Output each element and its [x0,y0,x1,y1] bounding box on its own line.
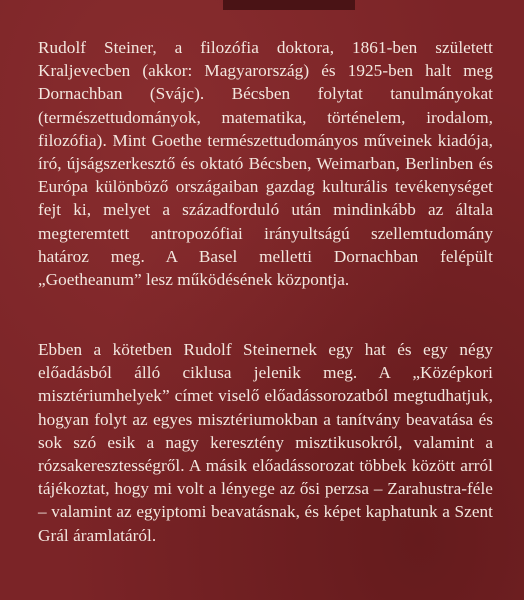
top-notch [223,0,355,10]
author-biography-paragraph: Rudolf Steiner, a filozófia doktora, 1861-ben született Kraljevecben (akkor: Magyarország) és 1925-ben halt meg Dornachban (Svájc). Bécsben folytat tanulmányokat (természettudományok, matematika, történelem, irodalom, filozófia). Mint Goethe természettudományos műveinek kiadója, író, újságszerkesztő és oktató Bécsben, Weimarban, Berlinben és Európa különböző országaiban gazdag kulturális tevékenységet fejt ki, melyet a századforduló után mindinkább az általa megteremtett antropozófiai irányultságú szellemtudomány határoz meg. A Basel melletti Dornachban felépült „Goetheanum” lesz működésének központja. [38,38,493,290]
book-description-paragraph: Ebben a kötetben Rudolf Steinernek egy hat és egy négy előadásból álló ciklusa jelenik meg. A „Középkori misztériumhelyek” címet viselő előadássorozatból megtudhatjuk, hogyan folyt az egyes misztériumokban a tanítvány beavatása és sok szó esik a nagy keresztény misztikusokról, valamint a rózsakeresztességről. A másik előadássorozat többek között arról tájékoztat, hogy mi volt a lényege az ősi perzsa – Zarahustra-féle – valamint az egyiptomi beavatásnak, és képet kaphatunk a Szent Grál áramlatáról. [38,340,493,545]
